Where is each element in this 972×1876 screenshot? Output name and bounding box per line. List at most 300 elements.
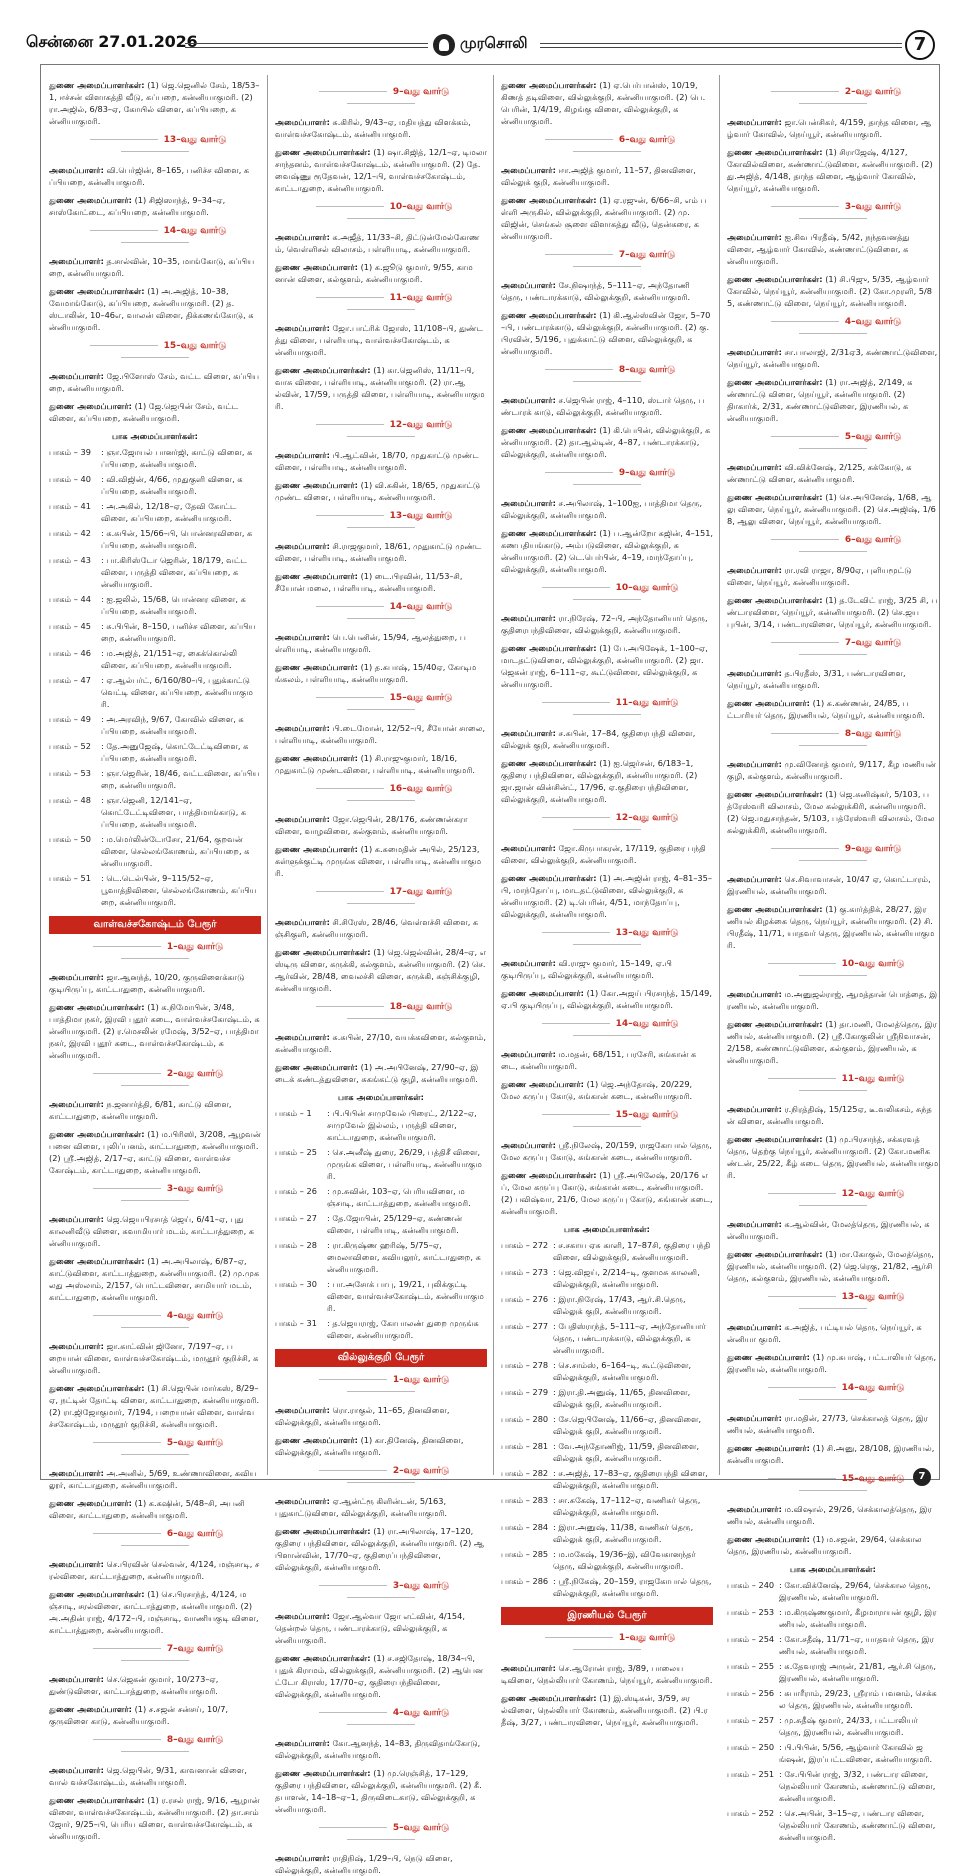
booth-appointee: : ம.மெர்லின்டோசோ, 21/64, குறவன் விளை, செல்லங்கோணம், கப்பியறை, கன்னியாகுமரி. xyxy=(101,834,250,868)
ward-heading: 3–வது வார்டு xyxy=(727,201,939,225)
appointee-entry xyxy=(49,971,261,995)
appointee-entry xyxy=(727,1503,939,1527)
column-divider xyxy=(493,75,494,1475)
appointee-entry xyxy=(501,642,713,690)
role-label: துணை அமைப்பாளர்கள்: xyxy=(501,80,597,90)
appointee-details: (1) ஜெ.ஜெல்வின், 28/4–ஏ, எஸ்டிரு விளை, கருக்கி, கல்குளம், கன்னியாகுமரி. (2) செ.ஆர்வின், 28/48, வைலச்சி விளை, கருக்கி, கஞ்சிக்குழி, கன்னியாகுமரி. xyxy=(275,947,487,993)
booth-number: பாகம் – 253 xyxy=(727,1607,775,1617)
appointee-details: (1) வி.சுகின், 18/65, முதுகாட்டு முண்ட விளை, பள்ளியாடி, கன்னியாகுமரி. xyxy=(275,480,481,502)
role-label: துணை அமைப்பாளர்கள்: xyxy=(275,365,371,375)
appointee-entry xyxy=(275,1061,487,1085)
ward-heading: 1–வது வார்டு xyxy=(49,941,261,965)
appointee-entry xyxy=(275,1031,487,1055)
booth-appointee: : சு.தேவராஜ் அருன், 21/81, ஆர்.சி தெரு, இரணியல், கன்னியாகுமரி. xyxy=(779,1661,937,1683)
appointee-details: சு.கிரில், 9/43–ஏ, மதியத்து விளக்கம், வாள்வச்சகோஷ்டம், கன்னியாகுமரி. xyxy=(275,117,471,139)
role-label: அமைப்பாளர்: xyxy=(49,165,104,175)
booth-number: பாகம் – 252 xyxy=(727,1808,775,1818)
booth-number: பாகம் – 276 xyxy=(501,1294,549,1304)
booth-number: பாகம் – 286 xyxy=(501,1576,549,1586)
ward-heading: 9–வது வார்டு xyxy=(501,467,713,491)
appointee-details: க.அஜித், பட்டியல் தெரு, நெய்யூர், கன்னியா குமரி. xyxy=(727,1322,922,1344)
ward-heading: 18–வது வார்டு xyxy=(275,1001,487,1025)
role-label: அமைப்பாளர்: xyxy=(727,347,782,357)
booth-appointee: : சா.சுகேஷ், 17–112–ஏ, வணிகர் தெரு, வில்லுக்குறி, கன்னியாகுமரி. xyxy=(553,1495,701,1517)
appointee-details: (1) அ.அஜின் ராஜ், 4–81–35–பி, மாந்தோப்பு, மாடதட்டுவிளை, வில்லுக்குறி, கன்னியாகுமரி. (2) டி.பெரின், 4/51, மாந்தோப்பு, வில்லுக்குறி, கன்னியாகுமரி. xyxy=(501,873,712,919)
appointee-details: ச.சுபின், 17–84, குதிரைபந்தி விளை, வில்லுக் குறி, கன்னியாகுமரி. xyxy=(501,728,696,750)
appointee-details: ரா.ரவி ராஜா, 8/90ஏ, புளியமூட்டு விளை, நெய்யூர், கன்னியாகுமரி. xyxy=(727,565,912,587)
section-subheading: பாக அமைப்பாளர்கள்: xyxy=(564,1224,650,1234)
role-label: துணை அமைப்பாளர்கள்: xyxy=(501,758,597,768)
booth-entry xyxy=(49,767,261,791)
appointee-entry xyxy=(275,231,487,255)
booth-number: பாகம் – 282 xyxy=(501,1468,549,1478)
appointee-details: செ.சிவாவாசன், 10/47 ஏ, கொட்டாரம், இரணியல், கன்னியாகுமரி. xyxy=(727,874,931,896)
booth-entry xyxy=(49,833,261,869)
ward-heading: 1–வது வார்டு xyxy=(275,1374,487,1398)
booth-number: பாகம் – 44 xyxy=(49,594,91,604)
appointee-entry xyxy=(727,594,939,630)
ward-heading: 7–வது வார்டு xyxy=(727,637,939,661)
booth-number: பாகம் – 48 xyxy=(49,795,91,805)
booth-entry xyxy=(501,1239,713,1263)
booth-number: பாகம் – 281 xyxy=(501,1441,549,1451)
role-label: அமைப்பாளர்: xyxy=(727,1413,782,1423)
role-label: துணை அமைப்பாளர்கள்: xyxy=(727,274,823,284)
appointee-entry xyxy=(275,1495,487,1519)
appointee-details: ஜோ.பாட்ரிக் ஜோஸ், 11/108–பி, துண்டத்து விளை, பள்ளியாடி, வாள்வச்சகோஷ்டம், கன்னியாகுமரி. xyxy=(275,323,484,357)
ward-heading: 2–வது வார்டு xyxy=(727,86,939,110)
role-label: அமைப்பாளர்: xyxy=(501,1663,556,1673)
booth-entry xyxy=(501,1440,713,1464)
role-label: துணை அமைப்பாளர்: xyxy=(275,844,358,854)
appointee-entry xyxy=(275,1434,487,1458)
appointee-entry xyxy=(727,1248,939,1284)
appointee-entry xyxy=(727,667,939,691)
ward-heading: 13–வது வார்டு xyxy=(49,134,261,158)
role-label: அமைப்பாளர்: xyxy=(275,1405,330,1415)
appointee-details: (1) ஷா.சிஜித், 12/1–ஏ, டிமலா சாந்தனம், வாள்வச்சகோஷ்டம், கன்னியாகுமரி. (2) தே.வைஷ்ணு ரூதேவன், 12/1–பி, வாள்வச்சகோஷ்டம், காட்டாதுறை, கன்னியாகுமரி. xyxy=(275,147,487,193)
appointee-details: சி.சிரேஸ், 28/46, வெள்ளச்சி விளை, கஞ்சிகுளி, கன்னியாகுமரி. xyxy=(275,917,479,939)
booth-appointee: : டெ.டெல்பின், 9–115/52–ஏ, பூவாத்திவிளை, செல்லங்கோணம், கப்பியறை, கன்னியாகுமரி. xyxy=(101,873,257,907)
appointee-details: ராதிநிஷ், 1/29–பி, நெடு விளை, வில்லுக்குறி, கன்னியாகுமரி. xyxy=(275,1853,453,1875)
role-label: துணை அமைப்பாளர்: xyxy=(727,698,810,708)
role-label: அமைப்பாளர்: xyxy=(727,462,782,472)
booth-appointee: : செ.சாம்ஸ், 6–164–டி, கூட்டுவிளை, வில்லுக்குறி, கன்னியாகுமரி. xyxy=(553,1360,692,1382)
booth-number: பாகம் – 254 xyxy=(727,1634,775,1644)
appointee-details: ஜெ.ஜெபின், 9/31, காவனான் விளை, வால் வச்சகோஷ்டம், கன்னியாகுமரி. xyxy=(49,1765,247,1787)
appointee-entry xyxy=(49,1794,261,1842)
sun-emblem-icon xyxy=(433,34,455,56)
role-label: அமைப்பாளர்: xyxy=(275,1032,330,1042)
ward-heading: 6–வது வார்டு xyxy=(49,1528,261,1552)
role-label: அமைப்பாளர்: xyxy=(501,613,556,623)
ward-heading: 2–வது வார்டு xyxy=(49,1068,261,1092)
booth-appointee: : பா.அசோக் பாபு, 19/21, புலிக்குட்டி விளை, வாள்வச்சகோஷ்டம், கன்னியாகுமரி. xyxy=(327,1279,484,1313)
booth-entry xyxy=(275,1185,487,1209)
role-label: துணை அமைப்பாளர்கள்: xyxy=(49,1589,145,1599)
appointee-details: (1) ரா.அபிலாஷ், 17–120, குதிரை பந்திவிளை, வில்லுக்குறி, கன்னியாகுமரி. (2) ஆபிளான்வின், 17/70–ஏ, குதிரைப்பந்திவிளை, வில்லுக்குறி, கன்னியாகுமரி. xyxy=(275,1526,485,1572)
appointee-entry xyxy=(501,497,713,521)
appointee-details: (1) க.ஜூடு குமார், 9/55, காமனான் விளை, கல்குளம், கன்னியாகுமரி. xyxy=(275,262,473,284)
booth-entry xyxy=(727,1807,939,1843)
booth-appointee: : மு.சுவின், 103–ஏ, பெரியவிளை, மஞ்சாடி, காட்டாத்துறை, கன்னியாகுமரி. xyxy=(327,1186,471,1208)
ward-heading: 8–வது வார்டு xyxy=(49,1734,261,1758)
ward-heading: 8–வது வார்டு xyxy=(501,364,713,388)
appointee-entry xyxy=(727,697,939,721)
booth-number: பாகம் – 45 xyxy=(49,621,91,631)
role-label: துணை அமைப்பாளர்கள்: xyxy=(49,1002,145,1012)
role-label: அமைப்பாளர்: xyxy=(49,1674,104,1684)
role-label: துணை அமைப்பாளர்கள்: xyxy=(275,1768,371,1778)
booth-entry xyxy=(49,500,261,524)
ward-heading: 7–வது வார்டு xyxy=(49,1643,261,1667)
booth-appointee: : தே.ஜோபின், 25/129–ஏ, கண்ணன் விளை, பள்ளியாடி, கன்னியாகுமரி. xyxy=(327,1213,463,1235)
appointee-details: (1) மு.சுபாஷ், பட்டாலியர் தெரு, இரணியல், கன்னியாகுமரி. xyxy=(727,1352,937,1374)
appointee-entry xyxy=(501,1169,713,1217)
role-label: துணை அமைப்பாளர்: xyxy=(49,1498,132,1508)
appointee-entry xyxy=(275,116,487,140)
appointee-entry xyxy=(501,957,713,981)
booth-appointee: : அ.அகில், 12/18–ஏ, தேவி கோட்டவிளை, கப்பியறை, கன்னியாகுமரி. xyxy=(101,501,237,523)
role-label: துணை அமைப்பாளர்கள்: xyxy=(501,425,597,435)
booth-number: பாகம் – 40 xyxy=(49,474,91,484)
booth-number: பாகம் – 52 xyxy=(49,741,91,751)
booth-appointee: : சே.பிபின் ராஜ், 3/32, பண்டார விளை, நெல்லியார் கோணம், கண்ணாட்டு விளை, கன்னியாகுமரி. xyxy=(779,1769,936,1803)
appointee-entry xyxy=(49,370,261,394)
appointee-details: ஈா.அஜித் குமார், 11–57, தினவிளை, வில்லுக் குறி, கன்னியாகுமரி. xyxy=(501,165,696,187)
appointee-entry xyxy=(49,164,261,188)
booth-entry xyxy=(501,1548,713,1572)
booth-appointee: : சுபாரீராம், 29/23, ஸ்ரீராம் பவனம், செக்கல தெரு, இரணியல், கன்னியாகுமரி. xyxy=(779,1688,937,1710)
role-label: அமைப்பாளர்: xyxy=(49,256,104,266)
booth-number: பாகம் – 273 xyxy=(501,1267,549,1277)
ward-heading: 3–வது வார்டு xyxy=(275,1580,487,1604)
appointee-entry xyxy=(275,813,487,837)
appointee-entry xyxy=(501,987,713,1011)
booth-appointee: : ச.சகாய ஏசு காளி, 17–87சி, குதிரை பந்தி விளை, வில்லுக்குறி, கன்னியாகுமரி. xyxy=(553,1240,711,1262)
role-label: துணை அமைப்பாளர்கள்: xyxy=(49,286,145,296)
booth-number: பாகம் – 256 xyxy=(727,1688,775,1698)
role-label: துணை அமைப்பாளர்: xyxy=(275,1062,358,1072)
role-label: அமைப்பாளர்: xyxy=(727,1322,782,1332)
role-label: அமைப்பாளர்: xyxy=(49,1341,104,1351)
appointee-entry xyxy=(501,757,713,805)
booth-entry xyxy=(727,1768,939,1804)
town-panchayat-banner: இரணியல் பேரூர் xyxy=(501,1607,713,1625)
booth-entry xyxy=(275,1212,487,1236)
appointee-entry xyxy=(727,1103,939,1127)
appointee-entry xyxy=(727,146,939,194)
booth-number: பாகம் – 284 xyxy=(501,1522,549,1532)
booth-entry xyxy=(49,473,261,497)
appointee-details: (1) பே.அபிஷேக், 1–100–ஏ, மாடதட்டுவிளை, வில்லுக்குறி, கன்னியாகுமரி. (2) ஜா.ஜெகன் ராஜ், 6–111–ஏ, கூட்டுவிளை, வில்லுக்குறி, கன்னியாகுமரி. xyxy=(501,643,708,689)
appointee-entry xyxy=(501,424,713,460)
booth-number: பாகம் – 277 xyxy=(501,1321,549,1331)
ward-heading: 11–வது வார்டு xyxy=(501,697,713,721)
role-label: துணை அமைப்பாளர்: xyxy=(275,1435,358,1445)
ward-heading: 14–வது வார்டு xyxy=(275,601,487,625)
appointee-entry xyxy=(727,273,939,309)
appointee-entry xyxy=(275,479,487,503)
appointee-entry xyxy=(275,1767,487,1815)
appointee-entry xyxy=(49,1558,261,1582)
booth-entry xyxy=(49,872,261,908)
booth-entry xyxy=(501,1494,713,1518)
column-divider xyxy=(719,75,720,1475)
appointee-details: வி.ராஜு குமார், 15–149, ஏ.பி குடியிருப்பு, வில்லுக்குறி, கன்னியாகுமரி. xyxy=(501,958,672,980)
booth-number: பாகம் – 49 xyxy=(49,714,91,724)
role-label: அமைப்பாளர்: xyxy=(275,1496,330,1506)
appointee-details: (1) சி.அனு, 28/108, இரணியல், கன்னியாகுமரி. xyxy=(727,1443,935,1465)
appointee-entry xyxy=(727,376,939,424)
booth-number: பாகம் – 39 xyxy=(49,447,91,457)
appointee-details: (1) சி.ஜெபின் மார்கஸ், 8/29–ஏ, நட்டின் தோட்டி விளை, காட்டாதுறை, கன்னியாகுமரி. (2) ரா.ஜிஜோகுமார், 7/194, பறையான் விளை, வாள்வச்சகோஷ்டம், மருதூர் குறிச்சி, கன்னியாகுமரி. xyxy=(49,1383,260,1429)
appointee-details: (1) கி.பெபின், வில்லுக்குறி, கன்னியாகுமரி. (2) தா.ஆல்டின், 4–87, பண்டாரக்காடு, வில்லுக்குறி, கன்னியாகுமரி. xyxy=(501,425,711,459)
role-label: அமைப்பாளர்: xyxy=(501,843,556,853)
booth-entry xyxy=(49,713,261,737)
ward-heading: 12–வது வார்டு xyxy=(275,419,487,443)
appointee-details: ஐ.சிவ பிரதீஷ், 5/42, நந்தவனத்து விளை, ஆழ்வார் கோவில், கண்ணாட்டுவிளை, கன்னியாகுமரி. xyxy=(727,232,910,266)
appointee-details: (1) சிஜிஸாந்த், 9–34–ஏ, சாஸ்கோட்டை, கப்பியறை, கன்னியாகுமரி. xyxy=(49,195,226,217)
appointee-entry xyxy=(727,788,939,836)
ward-heading: 13–வது வார்டு xyxy=(275,510,487,534)
appointee-details: (1) க.நிமோபின், 3/48, பாத்திமா நகர், இரவி புதூர் கடை, வாள்வச்சகோஷ்டம், கன்னியாகுமரி. (2) ர.மெசலின் ரமேஷ், 3/52–ஏ, பாத்திமா நகர், இரவி புதூர் கடை, வாள்வச்சகோஷ்டம், கன்னியாகுமரி. xyxy=(49,1002,260,1060)
appointee-details: (1) மு.ரெஞ்சித், 17–129, குதிரை பந்திவிளை, வில்லுக்குறி, கன்னியாகுமரி. (2) கீ.தபாளன், 14–18–ஏ–1, திருவிடைகாடு, வில்லுக்குறி, கன்னியாகுமரி. xyxy=(275,1768,482,1814)
booth-entry xyxy=(49,794,261,830)
booth-entry xyxy=(501,1413,713,1437)
column-divider xyxy=(267,75,268,1475)
appointee-details: பெ.பெனின், 15/94, ஆலத்துறை, பள்ளியாடி, கன்னியாகுமரி. xyxy=(275,632,466,654)
appointee-details: (1) மா.கோகுல், மேலத்தெரு, இரணியல், கன்னியாகுமரி. (2) ஜெ.ரெகு, 21/82, ஆர்சி தெரு, கல்குளம், இரணியல், கன்னியாகுமரி. xyxy=(727,1249,934,1283)
appointee-entry xyxy=(49,400,261,424)
role-label: அமைப்பாளர்: xyxy=(275,450,330,460)
appointee-details: (1) கி.ஆல்ஸ்வின் ஜோ, 5–70–பி, பண்டாரக்காடு, வில்லுக்குறி, கன்னியாகுமரி. (2) கு.பிரவின், 5/196, புதுக்காட்டு விளை, வில்லுக்குறி, கன்னியாகுமரி. xyxy=(501,310,711,356)
booth-appointee: : இரா.அனுஷ், 11/38, வணிகர் தெரு, வில்லுக் குறி, கன்னியாகுமரி. xyxy=(553,1522,694,1544)
masthead xyxy=(0,0,972,56)
ward-heading: 6–வது வார்டு xyxy=(727,534,939,558)
appointee-details: த.சால்வின், 10–35, மாங்கோடு, கப்பியறை, கன்னியாகுமரி. xyxy=(49,256,255,278)
booth-number: பாகம் – 240 xyxy=(727,1580,775,1590)
role-label: துணை அமைப்பாளர்: xyxy=(727,1534,810,1544)
role-label: அமைப்பாளர்: xyxy=(727,232,782,242)
appointee-details: (1) கா.ஜெனிஸ், 11/11–பி, வாசு விளை, பள்ளியாடி, கன்னியாகுமரி. (2) ரா.ஆல்வின், 17/59, பருத்தி விளை, பள்ளியாடி, கன்னியாகுமரி. xyxy=(275,365,485,411)
role-label: அமைப்பாளர்: xyxy=(275,232,330,242)
appointee-entry xyxy=(49,1673,261,1697)
appointee-entry xyxy=(49,1213,261,1249)
appointee-entry xyxy=(501,872,713,920)
appointee-details: (1) த.டேவிட் ராஜ், 3/25 சி, பண்டாரவிளை, நெய்யூர், கன்னியாகுமரி. (2) செ.ஜயபுபின், 3/14, பண்டாரவிளை, நெய்யூர், கன்னியாகுமரி. xyxy=(727,595,938,629)
role-label: அமைப்பாளர்: xyxy=(727,874,782,884)
role-label: துணை அமைப்பாளர்கள்: xyxy=(275,1526,371,1536)
appointee-entry xyxy=(49,255,261,279)
appointee-entry xyxy=(275,1610,487,1646)
role-label: துணை அமைப்பாளர்: xyxy=(501,1079,584,1089)
appointee-entry xyxy=(501,279,713,303)
appointee-details: (1) மு.பிரசாந்த், சக்கரவத் தெரு, தெற்கு நெய்யூர், கன்னியாகுமரி. (2) கோ.மணிகண்டன், 25/22, கீழ் கடை தெரு, இரணியல், கன்னியாகுமரி. xyxy=(727,1134,939,1180)
booth-entry xyxy=(501,1293,713,1317)
role-label: அமைப்பாளர்: xyxy=(275,1738,330,1748)
appointee-details: (1) ம.சஜன், 29/64, செக்கால தெரு, இரணியல், கன்னியாகுமரி. xyxy=(727,1534,922,1556)
ward-heading: 11–வது வார்டு xyxy=(727,1073,939,1097)
appointee-details: கோ.ஆனந்த், 14–83, திருவிதாங்கோடு, வில்லுக்குறி, கன்னியாகுமரி. xyxy=(275,1738,481,1760)
role-label: அமைப்பாளர்: xyxy=(49,1559,104,1569)
appointee-details: சே.நிஷாந்த், 5–111–ஏ, அந்தோணி தெரு, பண்டாரக்காடு, வில்லுக்குறி, கன்னியாகுமரி. xyxy=(501,280,691,302)
role-label: அமைப்பாளர்: xyxy=(501,395,556,405)
booth-appointee: : ச.அஜித், 17–83–ஏ, குதிரைபந்தி விளை, வில்லுக்குறி, கன்னியாகுமரி. xyxy=(553,1468,708,1490)
appointee-details: ரா.நிரேஷ், 72–பி, அந்தோனியார் தெரு, குதிரைபந்திவிளை, வில்லுக்குறி, கன்னியாகுமரி. xyxy=(501,613,708,635)
booth-entry xyxy=(727,1714,939,1738)
booth-appointee: : பி.பிபின், 5/56, ஆழ்வார் கோவில் ஜங்ஷன், இரப்பட்டவிளை, கன்னியாகுமரி. xyxy=(779,1742,933,1764)
appointee-entry xyxy=(275,146,487,194)
role-label: அமைப்பாளர்: xyxy=(49,371,104,381)
appointee-details: ரா.மதின், 27/73, செக்காலத் தெரு, இரணியல், கன்னியாகுமரி. xyxy=(727,1413,928,1435)
booth-appointee: : கோ.விக்னேஷ், 29/64, செக்கால தெரு, இரணியல், கன்னியாகுமரி. xyxy=(779,1580,931,1602)
appointee-entry xyxy=(501,1048,713,1072)
appointee-details: ஜோ.கிருபாகரன், 17/119, குதிரை பந்தி விளை, வில்லுக்குறி, கன்னியாகுமரி. xyxy=(501,843,706,865)
appointee-details: (1) அ.அபிலாஷ், 6/87–ஏ, காட்டுவிளை, காட்டாத்துறை, கன்னியாகுமரி. (2) மு.முகலது அஸ்லாம், 2/157, பொட்டவிளை, சாமியார் மடம், காட்டாதுறை, கன்னியாகுமரி. xyxy=(49,1256,260,1302)
appointee-details: ம.விஷால், 29/26, செக்காலத்தெரு, இரணியல், கன்னியாகுமரி. xyxy=(727,1504,932,1526)
booth-entry xyxy=(501,1320,713,1356)
booth-number: பாகம் – 278 xyxy=(501,1360,549,1370)
booth-number: பாகம் – 283 xyxy=(501,1495,549,1505)
appointee-details: (1) ர.ரசல் ராஜ், 9/16, ஆழான் விளை, வாள்வச்சகோஷ்டம், கன்னியாகுமரி. (2) தா.சாம் ஜோர், 9/25–பி, பெரிய விளை, வாள்வச்சகோஷ்டம், கன்னியாகுமரி. xyxy=(49,1795,260,1841)
role-label: அமைப்பாளர்: xyxy=(727,668,782,678)
ward-heading: 4–வது வார்டு xyxy=(727,316,939,340)
booth-entry xyxy=(49,740,261,764)
ward-heading: 10–வது வார்டு xyxy=(275,201,487,225)
appointee-entry xyxy=(727,231,939,267)
appointee-details: (1) இ.ஸ்டிகன், 3/59, சரல்விளை, நெல்லியார் கோணம், கன்னியாகுமரி. (2) பி.ரதீஷ், 3/27, பண்டாரவிளை, நெய்யூர், கன்னியாகுமரி. xyxy=(501,1693,708,1727)
role-label: துணை அமைப்பாளர்: xyxy=(49,401,132,411)
appointee-entry xyxy=(275,916,487,940)
appointee-details: (1) ஐ.ஜெர்சன், 6/183–1, குதிரை பந்திவிளை, வில்லுக்குறி, கன்னியாகுமரி. (2) ஜா.ஜான் வின்சின்ட், 17/96, ஏ.குதிரைபந்திவிளை, வில்லுக்குறி, கன்னியாகுமரி. xyxy=(501,758,698,804)
booth-entry xyxy=(275,1278,487,1314)
appointee-entry xyxy=(501,194,713,242)
booth-appointee: : ம.அஜித், 21/151–ஏ, கைக்கொல்லி விளை, கப்பியறை, கன்னியாகுமரி. xyxy=(101,648,238,670)
appointee-entry xyxy=(49,1764,261,1788)
ward-heading: 7–வது வார்டு xyxy=(501,249,713,273)
appointee-details: (1) தா.மணி, மேலத்தெரு, இரணியல், கன்னியாகுமரி. (2) ஸ்ரீ.கோகுலின் ஸ்ரீநிவாசன், 2/158, கண்ணாட்டுவிளை, கல்குளம், இரணியல், கன்னியாகுமரி. xyxy=(727,1019,937,1065)
role-label: துணை அமைப்பாளர்கள்: xyxy=(727,904,823,914)
appointee-entry xyxy=(49,1703,261,1727)
appointee-details: (1) ச.சஜன் சன்சய், 10/7, குருவிளை காடு, கன்னியாகுமரி. xyxy=(49,1704,229,1726)
appointee-details: (1) ஜே.ஜெபின் சேம், வட்ட விளை, கப்பியறை, கன்னியாகுமரி. xyxy=(49,401,239,423)
role-label: துணை அமைப்பாளர்கள்: xyxy=(501,528,597,538)
role-label: துணை அமைப்பாளர்: xyxy=(727,1443,810,1453)
booth-number: பாகம் – 28 xyxy=(275,1240,317,1250)
appointee-details: (1) ம.பிரிஸி, 3/208, ஆழவன் பனை விளை, புலிப்பனம், காட்டாதுறை, கன்னியாகுமரி. (2) ஸ்ரீ.அஜித், 2/17–ஏ, காட்டு விளை, வாள்வச்சகோஷ்டம், காட்டாதுறை, கன்னியாகுமரி. xyxy=(49,1129,261,1175)
appointee-entry xyxy=(49,1467,261,1491)
role-label: துணை அமைப்பாளர்கள்: xyxy=(49,80,145,90)
appointee-entry xyxy=(49,285,261,333)
appointee-entry xyxy=(727,116,939,140)
ward-heading: 12–வது வார்டு xyxy=(501,812,713,836)
booth-entry xyxy=(501,1386,713,1410)
ward-heading: 17–வது வார்டு xyxy=(275,886,487,910)
role-label: துணை அமைப்பாளர்கள்: xyxy=(727,377,823,387)
appointee-entry xyxy=(275,364,487,412)
masthead-rule-left xyxy=(185,43,428,48)
appointee-entry xyxy=(501,727,713,751)
role-label: அமைப்பாளர்: xyxy=(49,1214,104,1224)
appointee-entry xyxy=(275,570,487,594)
booth-entry xyxy=(727,1633,939,1657)
appointee-entry xyxy=(49,1382,261,1430)
booth-number: பாகம் – 31 xyxy=(275,1318,317,1328)
booth-appointee: : மு.சுதீஷ் குமார், 24/33, பட்டாலியர் தெரு, இரணியல், கன்னியாகுமரி. xyxy=(779,1715,918,1737)
role-label: அமைப்பாளர்: xyxy=(501,1140,556,1150)
role-label: அமைப்பாளர்: xyxy=(49,972,104,982)
ward-heading: 15–வது வார்டு xyxy=(275,692,487,716)
ward-heading: 16–வது வார்டு xyxy=(275,783,487,807)
role-label: துணை அமைப்பாளர்: xyxy=(49,1704,132,1714)
role-label: துணை அமைப்பாளர்கள்: xyxy=(727,1019,823,1029)
appointee-entry xyxy=(727,903,939,951)
role-label: துணை அமைப்பாளர்: xyxy=(501,988,584,998)
appointee-entry xyxy=(727,461,939,485)
role-label: துணை அமைப்பாளர்கள்: xyxy=(49,1256,145,1266)
column-2 xyxy=(275,79,487,1875)
ward-heading: 8–வது வார்டு xyxy=(727,728,939,752)
footer-page-number: 7 xyxy=(913,1468,931,1486)
booth-entry xyxy=(501,1575,713,1599)
role-label: அமைப்பாளர்: xyxy=(275,723,330,733)
appointee-entry xyxy=(275,1852,487,1876)
ward-heading: 4–வது வார்டு xyxy=(275,1707,487,1731)
booth-entry xyxy=(727,1741,939,1765)
booth-number: பாகம் – 27 xyxy=(275,1213,317,1223)
role-label: துணை அமைப்பாளர்கள்: xyxy=(49,1383,145,1393)
role-label: அமைப்பாளர்: xyxy=(727,759,782,769)
role-label: அமைப்பாளர்: xyxy=(275,117,330,127)
appointee-details: (1) ஜெ.ஜெனில் சேம், 18/53–1, ஈச்சன் விளாகத்தி வீடு, கப்பறை, கன்னியாகுமரி. (2) ரா.அஜில், 6/83–ஏ, கோயில் விளை, கப்பியறை, கன்னியாகுமரி. xyxy=(49,80,260,126)
role-label: துணை அமைப்பாளர்கள்: xyxy=(727,1249,823,1259)
role-label: அமைப்பாளர்: xyxy=(275,1853,330,1863)
appointee-entry xyxy=(727,1218,939,1242)
booth-number: பாகம் – 25 xyxy=(275,1147,317,1157)
appointee-details: ச.அபிலாஷ், 1–100ஐ, பாத்திமா தெரு, வில்லுக்குறி, கன்னியாகுமரி. xyxy=(501,498,703,520)
appointee-details: (1) த.சுபாஷ், 15/40ஏ, கோடிமங்கலம், பள்ளியாடி, கன்னியாகுமரி. xyxy=(275,662,477,684)
booth-appointee: : ஜெ.விஜய், 2/214–டி, குளமசு காலனி, வில்லுக்குறி, கன்னியாகுமரி. xyxy=(553,1267,700,1289)
appointee-details: (1) கோ.அஜய் பிரசாந்த், 15/149, ஏ.பி குடியிருப்பு, வில்லுக்குறி, கன்னியாகுமரி. xyxy=(501,988,712,1010)
column-4 xyxy=(727,79,939,1842)
appointee-details: (1) செ.அபினேஷ், 1/68, ஆலு விளை, நெய்யூர், கன்னியாகுமரி. (2) செ.அஜிஷ், 1/68, ஆலு விளை, நெய்யூர், கன்னியாகுமரி. xyxy=(727,492,936,526)
role-label: அமைப்பாளர்: xyxy=(501,958,556,968)
role-label: துணை அமைப்பாளர்கள்: xyxy=(727,595,823,605)
appointee-details: (1) அ.அஜித், 10–38, வேமாங்கோடு, கப்பியறை, கன்னியாகுமரி. (2) த.ஸ்டாலின், 10–46எ, வாலன் விளை, திக்கணங்கோடு, கன்னியாகுமரி. xyxy=(49,286,254,332)
appointee-details: ஜோ.ஆல்வா ஜோ எட்வின், 4/154, தென்றல் தெரு, பண்டாரக்காடு, வில்லுக்குறி, கன்னியாகுமரி. xyxy=(275,1611,465,1645)
appointee-entry xyxy=(275,1737,487,1761)
appointee-entry xyxy=(275,722,487,746)
appointee-details: சு.சுபின், 27/10, வயக்கவிளை, கல்குளம், கன்னியாகுமரி. xyxy=(275,1032,486,1054)
booth-entry xyxy=(49,554,261,590)
appointee-entry xyxy=(275,946,487,994)
role-label: அமைப்பாளர்: xyxy=(501,1049,556,1059)
appointee-entry xyxy=(49,1128,261,1176)
booth-appointee: : க.சுபின், 15/66–பி, பொன்னரவிளை, கப்பியறை, கன்னியாகுமரி. xyxy=(101,528,253,550)
role-label: துணை அமைப்பாளர்கள்: xyxy=(501,195,597,205)
booth-number: பாகம் – 30 xyxy=(275,1279,317,1289)
role-label: துணை அமைப்பாளர்கள்: xyxy=(275,947,371,957)
appointee-entry xyxy=(501,394,713,418)
role-label: அமைப்பாளர்: xyxy=(727,1104,782,1114)
booth-number: பாகம் – 250 xyxy=(727,1742,775,1752)
booth-appointee: : ம.மகேஷ், 19/36–இ, விவேகானந்தர் தெரு, வில்லுக்குறி, கன்னியாகுமரி. xyxy=(553,1549,696,1571)
booth-number: பாகம் – 43 xyxy=(49,555,91,565)
role-label: துணை அமைப்பாளர்கள்: xyxy=(501,643,597,653)
booth-number: பாகம் – 51 xyxy=(49,873,91,883)
appointee-details: (1) ச.சஜிதோஷ், 18/34–பி, புதுக் கிராமம், வில்லுக்குறி, கன்னியாகுமரி. (2) ஆபெனட்டோ கிராஸ், 17/70–ஏ, குதிரைபந்திவிளை, வில்லுக்குறி, கன்னியாகுமரி. xyxy=(275,1653,484,1699)
